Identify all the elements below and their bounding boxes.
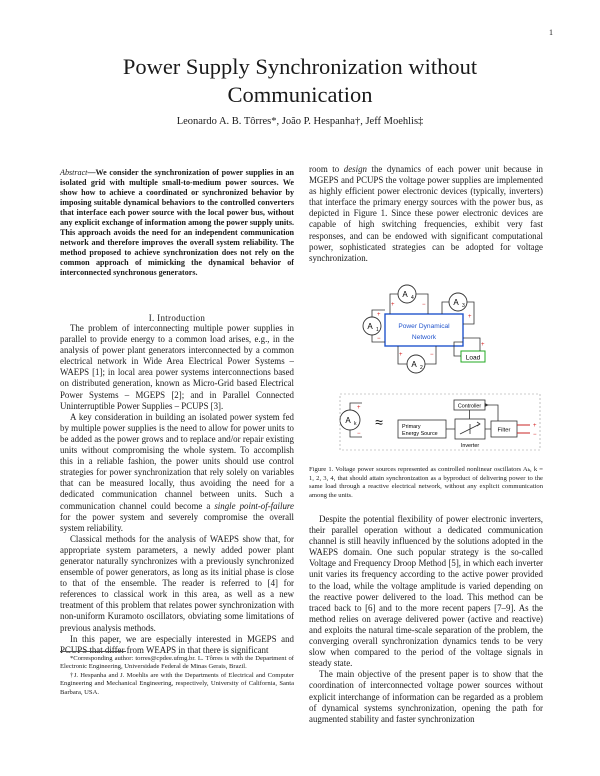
filter-label: Filter [497,427,511,434]
load-plus: + [481,342,485,348]
approx-symbol: ≈ [375,414,383,430]
a2-minus: − [430,352,434,358]
author-list: Leonardo A. B. Tôrres*, João P. Hespanha†, Jeff Moehlis‡ [176,116,424,127]
abstract-label: Abstract [60,168,88,177]
ak-label: A [345,416,351,425]
a3-subscript: 3 [462,303,465,309]
intro-paragraph-4: In this paper, we are especially interested in MGEPS and PCUPS that differ from WEAPS in that there is significant [60,633,294,655]
footnote-rule [60,651,126,652]
a1-subscript: 1 [376,327,379,333]
right-p1-emphasis: design [343,164,367,174]
power-network-box [385,314,463,346]
a4-minus: − [422,302,426,308]
page-number: 1 [549,28,553,37]
a3-label: A [453,298,459,307]
abstract-text: —We consider the synchronization of power supplies in an isolated grid with multiple small-to-medium power sources. We show how to achieve a coordinated or synchronized behavior by imposing suitable dynamical behaviors to the controlled converters that interface each power source with the local power bus, without any explicit exchange of information among the power supply units. This approach avoids the need for an independent communication network and therefore improves the overall system reliability. The method proposed to achieve synchronization does not rely on the common approach of mimicking the dynamical behavior of interconnected synchronous generators. [60,168,294,278]
intro-p2-emphasis: single point-of-failure [214,500,294,511]
intro-paragraph-1: The problem of interconnecting multiple power supplies in parallel to provide energy to a common load arises, e.g., in the analysis of power plant generators interconnected by a common electrical network in Wide Area Electrical Power Systems – WAEPS [1]; in local area power systems interconnections based on distributed generation, known as Micro-Grid based Electrical Power Systems – MGEPS [2]; and in Parallel Connected Uninterruptible Power Supplies – PCUPS [3]. [60,323,294,411]
a1-minus: − [377,336,381,342]
figure-1-diagram [330,280,550,460]
right-column-top [309,164,543,264]
primary-label-line1: Primary [402,424,421,430]
output-minus: − [533,432,537,438]
inverter-label: Inverter [460,443,480,449]
intro-p2-text-b: for the power system and severely compromise the overall system reliability. [60,511,294,533]
controller-label: Controller [457,403,482,410]
intro-paragraph-2 [60,412,294,534]
intro-paragraph-3: Classical methods for the analysis of WAEPS show that, for appropriate system parameters, a newly added power plant generator naturally synchronizes with a previously synchronized ensemble of power generators, as long as its initial phase is close to that of the ensemble. The reader is referred to [4] for references to classical work in this area, as well as a new treatment of this problem that relates power synchronization with non-uniform Kuramoto oscillators, obviating some limitations of previous analysis methods. [60,533,294,633]
right-p1-text-b: the dynamics of each power unit because in MGEPS and PCUPS the voltage power supplies are implemented as highly efficient power electronic devices (typically, inverters) that interface the primary energy sources with the power bus, as depicted in Figure 1. Since these power electronic devices are capable of high switching frequencies, exhibit very fast responses, and can be endowed with significant computational power, sophisticated strategies can be adopted for voltage synchronization. [309,164,543,263]
right-paragraph-1 [309,164,543,264]
footnote-affiliations: †J. Hespanha and J. Moehlis are with the Departments of Electrical and Computer Engineering and Mechanical Engineering, respectively, University of California, Santa Barbara, USA. [60,671,294,696]
network-label-line1: Power Dynamical [398,323,450,330]
a2-label: A [411,360,417,369]
a1-plus: + [377,312,381,318]
right-column-bottom [309,514,543,725]
a4-subscript: 4 [411,295,414,301]
footnote-corresponding-author: *Corresponding author: torres@cpdee.ufmg.br. L. Tôrres is with the Department of Electronic Engineering, Universidade Federal de Minas Gerais, Brazil. [60,655,294,671]
footnotes [60,655,294,697]
ak-minus: − [357,431,361,437]
load-label: Load [465,354,481,362]
a1-label: A [367,322,373,331]
right-p1-text-a: room to [309,164,344,174]
abstract [60,168,294,279]
a2-subscript: 2 [420,365,423,371]
intro-p2-text-a: A key consideration in building an isolated power system fed by multiple power supplies is the need to allow for power units to be added as the power grows and to replace and/or repair existing units without compromising the whole system. To accomplish this in a reliable fashion, the power units should use control strategies for power synchronization that rely solely on variables that can be measured locally, thus avoiding the need for a dedicated communication channel between units. Such a communication channel could become a [60,411,294,511]
a2-plus: + [399,352,403,358]
primary-label-line2: Energy Source [402,431,438,437]
a3-plus: + [468,314,472,320]
ak-subscript: k [354,421,357,427]
right-paragraph-2: Despite the potential flexibility of power electronic inverters, their parallel operation without a dedicated communication channel is still heavily influenced by the solutions adopted in the WAEPS domain. One such popular strategy is the so-called Voltage and Frequency Droop Method [5], in which each inverter unit varies its frequency according to the active power provided to the load, while the voltage amplitude is varied depending on the reactive power delivered to the load. This method can be traced back to [6] and to the more recent papers [7–9]. As the method relies on average delivered power (active and reactive) and exploits the natural time-scale separation of the problem, the converging overall synchronization dynamics tends to be very slow when compared to the period of the voltage signals in steady state. [309,514,543,669]
a4-label: A [402,290,408,299]
right-paragraph-3: The main objective of the present paper is to show that the coordination of interconnected voltage power sources without explicit interchange of information can be regarded as a problem of dynamical systems synchronization, opening the path for augmented stability and faster synchronization [309,669,543,724]
ak-plus: + [357,405,361,411]
output-plus: + [533,423,537,429]
a4-plus: + [391,302,395,308]
figure-1-caption: Figure 1. Voltage power sources represented as controlled nonlinear oscillators Aₖ, k = 1, 2, 3, 4, that should attain synchronization as a byproduct of delivering power to the same load through a reactive electrical network, without any explicit communication among the units. [309,466,543,499]
section-heading-introduction: I. Introduction [148,313,206,323]
network-label-line2: Network [411,334,437,341]
introduction-body [60,323,294,656]
paper-title: Power Supply Synchronization without Communication [122,54,478,107]
